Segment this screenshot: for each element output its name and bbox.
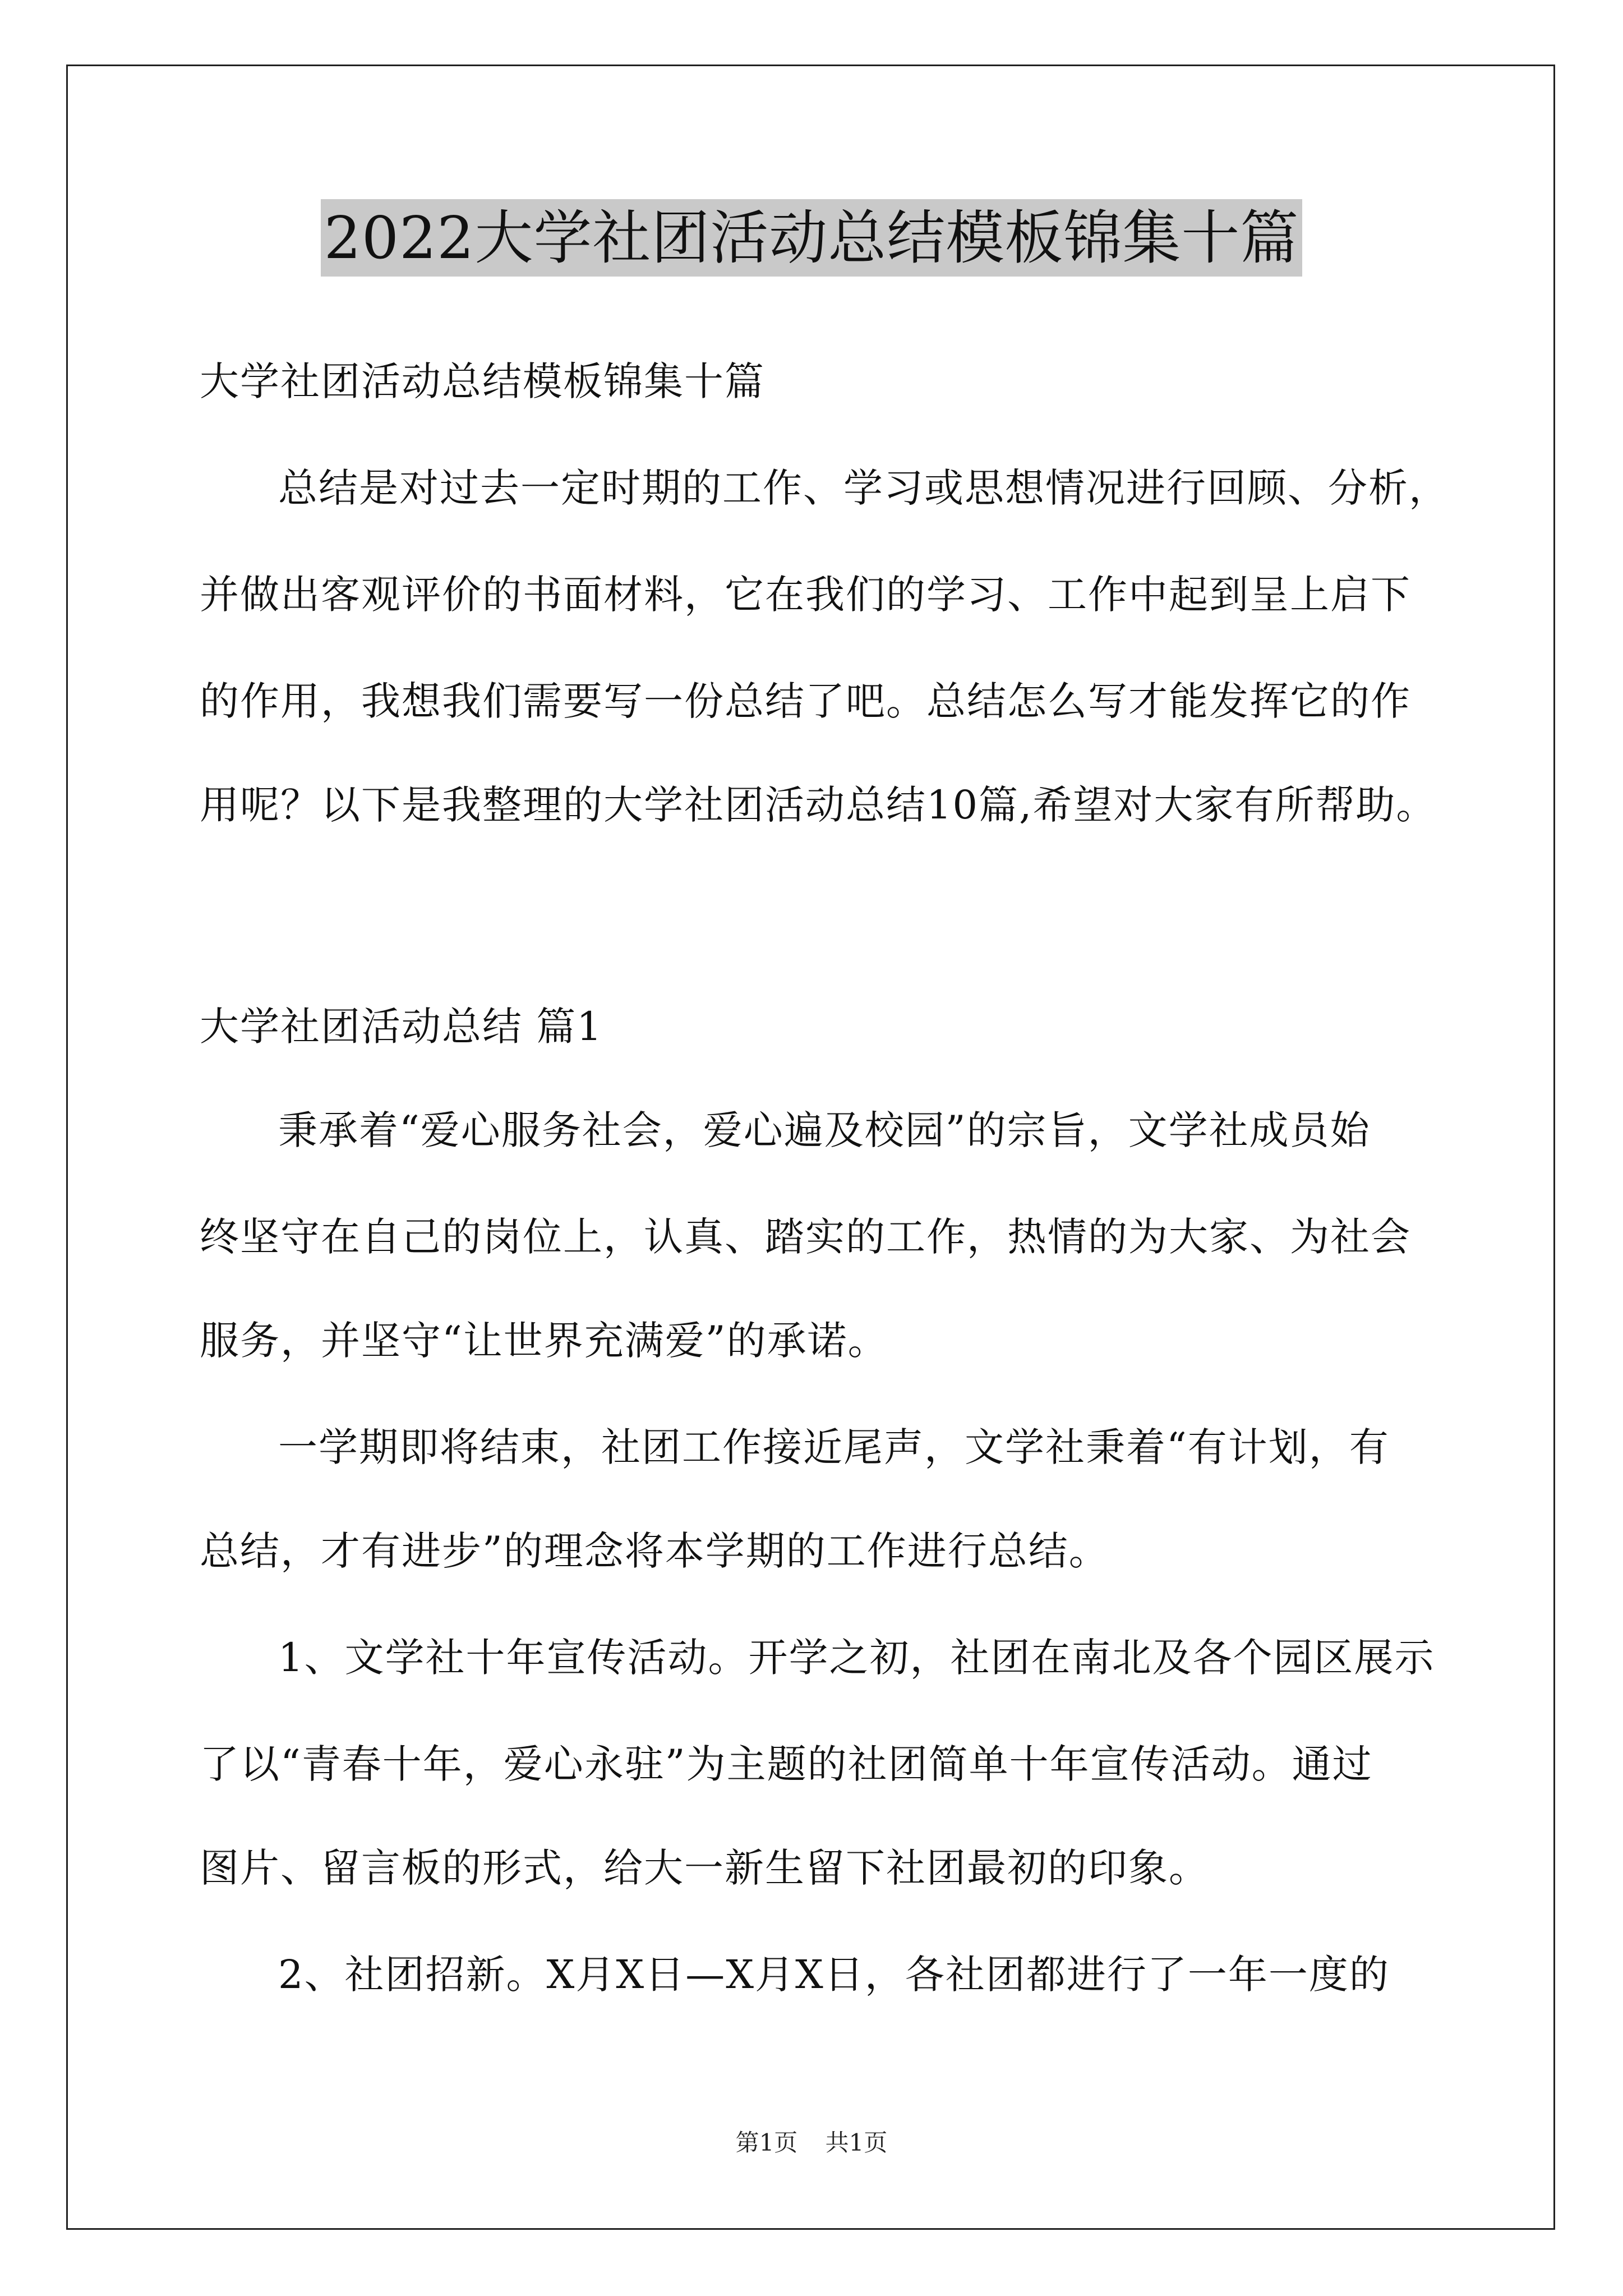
p4-line-1: 2、社团招新。X月X日—X月X日，各社团都进行了一年一度的 xyxy=(278,1952,1390,1998)
p3-line-1: 1、文学社十年宣传活动。开学之初，社团在南北及各个园区展示 xyxy=(278,1635,1435,1681)
p3-line-3: 图片、留言板的形式，给大一新生留下社团最初的印象。 xyxy=(200,1845,1209,1891)
p3-line-2: 了以“青春十年，爱心永驻”为主题的社团简单十年宣传活动。通过 xyxy=(200,1741,1373,1787)
p1-line-1: 秉承着“爱心服务社会，爱心遍及校园”的宗旨，文学社成员始 xyxy=(278,1107,1371,1153)
intro-line-4: 用呢？以下是我整理的大学社团活动总结10篇,希望对大家有所帮助。 xyxy=(200,782,1437,828)
p2-line-2: 总结，才有进步”的理念将本学期的工作进行总结。 xyxy=(200,1528,1109,1574)
page-number: 第1页 xyxy=(735,2129,798,2156)
intro-line-2: 并做出客观评价的书面材料，它在我们的学习、工作中起到呈上启下 xyxy=(200,572,1411,618)
document-subtitle: 大学社团活动总结模板锦集十篇 xyxy=(200,358,765,404)
page-total: 共1页 xyxy=(825,2129,888,2156)
title-container xyxy=(0,199,1623,277)
p1-line-3: 服务，并坚守“让世界充满爱”的承诺。 xyxy=(200,1318,888,1364)
document-title: 2022大学社团活动总结模板锦集十篇 xyxy=(321,199,1303,277)
intro-line-3: 的作用，我想我们需要写一份总结了吧。总结怎么写才能发挥它的作 xyxy=(200,678,1411,724)
intro-line-1: 总结是对过去一定时期的工作、学习或思想情况进行回顾、分析， xyxy=(278,465,1449,511)
section-heading: 大学社团活动总结 篇1 xyxy=(200,1004,603,1050)
p1-line-2: 终坚守在自己的岗位上，认真、踏实的工作，热情的为大家、为社会 xyxy=(200,1214,1411,1260)
page-footer xyxy=(0,2129,1623,2157)
p2-line-1: 一学期即将结束，社团工作接近尾声，文学社秉着“有计划，有 xyxy=(278,1424,1390,1470)
